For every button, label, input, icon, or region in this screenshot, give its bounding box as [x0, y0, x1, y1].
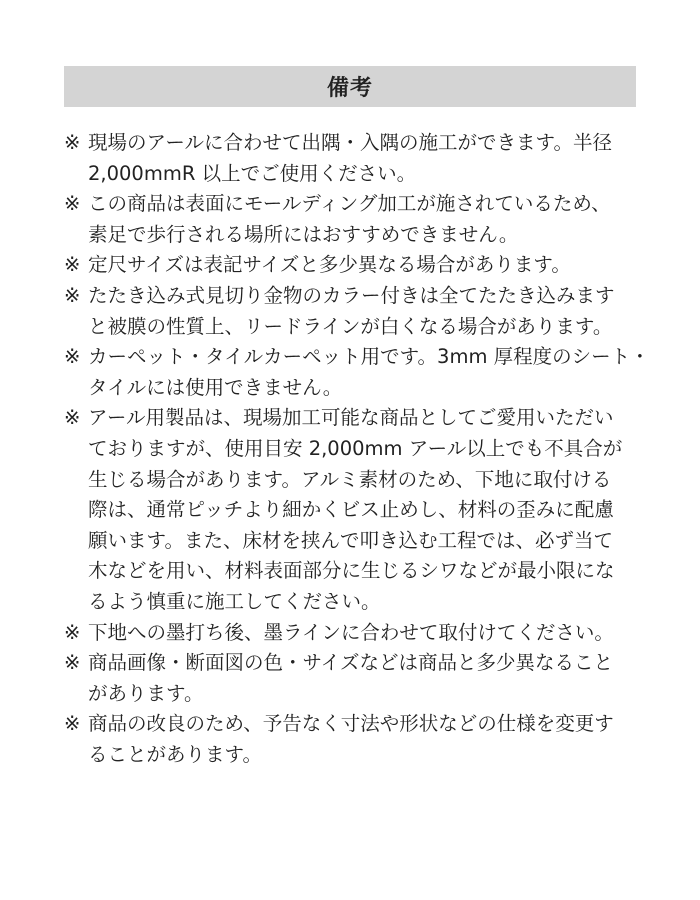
remark-text-line: 下地への墨打ち後、墨ラインに合わせて取付けてください。	[88, 620, 614, 644]
remark-text-line: があります。	[88, 681, 204, 705]
remark-text-line: ておりますが、使用目安 2,000mm アール以上でも不具合が	[88, 436, 623, 460]
remark-item	[64, 342, 650, 403]
remark-text-line: 商品の改良のため、予告なく寸法や形状などの仕様を変更す	[88, 712, 614, 736]
reference-mark: ※	[64, 406, 81, 430]
remark-text-line: タイルには使用できません。	[88, 375, 343, 399]
remark-text-line: 現場のアールに合わせて出隅・入隅の施工ができます。半径	[88, 131, 612, 154]
remark-text-line: るよう慎重に施工してください。	[88, 589, 381, 613]
remark-text-line: 願います。また、床材を挟んで叩き込む工程では、必ず当て	[88, 528, 613, 552]
remark-text-line: 生じる場合があります。アルミ素材のため、下地に取付ける	[88, 467, 612, 491]
remark-item	[64, 648, 638, 709]
remark-text-line: 木などを用い、材料表面部分に生じるシワなどが最小限にな	[88, 559, 615, 583]
remark-item	[64, 618, 638, 649]
reference-mark: ※	[64, 131, 81, 154]
remark-item	[64, 709, 638, 770]
remark-text-line: カーペット・タイルカーペット用です。3mm 厚程度のシート・	[88, 345, 650, 369]
remark-item	[64, 403, 638, 617]
reference-mark: ※	[64, 192, 81, 216]
reference-mark: ※	[64, 283, 81, 307]
reference-mark: ※	[64, 253, 81, 277]
remark-text-line: アール用製品は、現場加工可能な商品としてご愛用いただい	[88, 406, 614, 430]
remark-text-line: ることがあります。	[88, 742, 262, 766]
reference-mark: ※	[64, 712, 81, 736]
remarks-header	[64, 66, 636, 107]
reference-mark: ※	[64, 651, 81, 675]
remark-text-line: と被膜の性質上、リードラインが白くなる場合があります。	[88, 314, 613, 338]
remark-text-line: 素足で歩行される場所にはおすすめできません。	[88, 222, 519, 246]
remark-text-line: 定尺サイズは表記サイズと多少異なる場合があります。	[88, 253, 571, 277]
remark-item	[64, 281, 638, 342]
remark-item	[64, 189, 638, 250]
remark-text-line: たたき込み式見切り金物のカラー付きは全てたたき込みます	[88, 283, 615, 307]
remarks-title: 備考	[326, 76, 373, 101]
remarks-list	[64, 128, 650, 770]
remark-text-line: 2,000mmR 以上でご使用ください。	[88, 161, 417, 185]
remark-item	[64, 250, 638, 281]
remark-text-line: 際は、通常ピッチより細かくビス止めし、材料の歪みに配慮	[88, 498, 614, 522]
remark-text-line: 商品画像・断面図の色・サイズなどは商品と多少異なること	[88, 651, 613, 675]
remark-item	[64, 128, 638, 189]
reference-mark: ※	[64, 345, 81, 369]
remark-text-line: この商品は表面にモールディング加工が施されているため、	[88, 192, 611, 216]
reference-mark: ※	[64, 620, 81, 644]
